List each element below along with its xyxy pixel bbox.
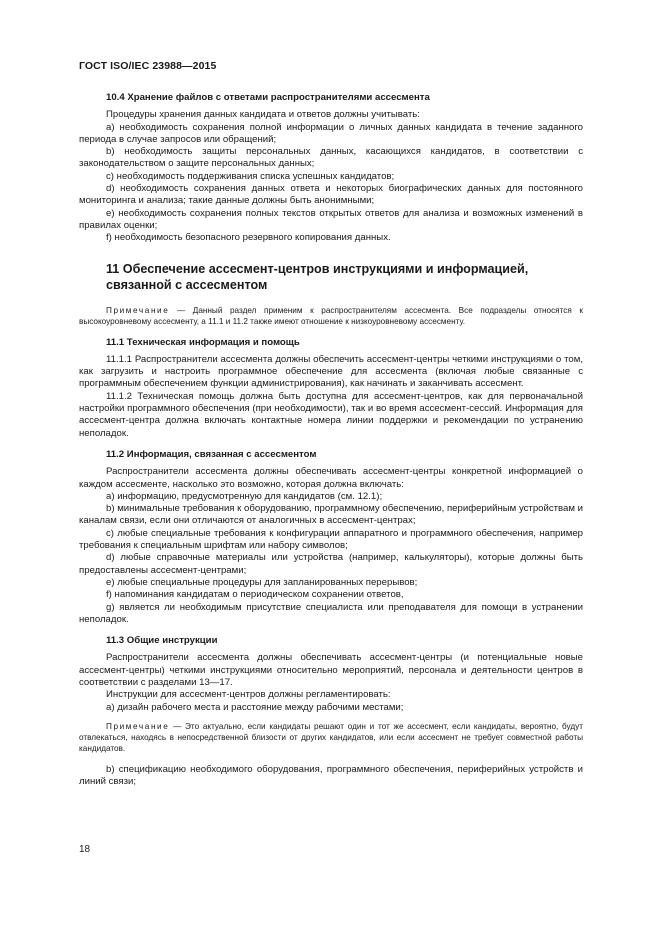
section-11-2-heading: 11.2 Информация, связанная с ассесментом: [106, 448, 317, 460]
list-item: g) является ли необходимым присутствие специалиста или преподавателя для помощи в устранении неполадок.: [79, 601, 583, 625]
note: [79, 305, 583, 327]
list-item: с) необходимость поддерживания списка успешных кандидатов;: [106, 170, 395, 182]
paragraph: Процедуры хранения данных кандидата и ответов должны учитывать:: [106, 109, 420, 121]
list-item: b) спецификацию необходимого оборудования, программного обеспечения, периферийных устройств и линий связи;: [79, 763, 583, 788]
list-item: d) любые справочные материалы или устройства (например, калькуляторы), которые должны быть предоставлены ассесмент-центрами;: [79, 552, 583, 576]
note-label: Примечание: [106, 721, 170, 731]
list-item: а) дизайн рабочего места и расстояние между рабочими местами;: [106, 701, 404, 713]
list-item: b) необходимость защиты персональных данных, касающихся кандидатов, в соответствии с законодательством о защите персональных данных;: [79, 146, 583, 170]
section-11-heading-line-2: связанной с ассесментом: [106, 277, 268, 292]
section-11-1-heading: 11.1 Техническая информация и помощь: [106, 336, 300, 348]
paragraph: 11.1.1 Распространители ассесмента должны обеспечить ассесмент-центры четкими инструкциями о том, как загрузить и настроить программное обеспечение для ассесмента (включая любые связанные с программным обеспечением функции администрирования), как начинать и заканчивать ассесмент.: [79, 353, 583, 390]
list-item: e) любые специальные процедуры для запланированных перерывов;: [106, 576, 418, 588]
section-11-heading: [79, 261, 583, 293]
list-item: f) напоминания кандидатам о периодическом сохранении ответов,: [106, 589, 404, 601]
document-body: [79, 92, 583, 788]
document-header: ГОСТ ISO/IEC 23988—2015: [79, 60, 217, 72]
paragraph: Инструкции для ассесмент-центров должны регламентировать:: [106, 689, 391, 701]
note-text: — Данный раздел применим к распространителям ассесмента. Все подразделы относятся к высокоуровневому ассесменту, а 11.1 и 11.2 также имеют отношение к низкоуровневому ассесменту.: [79, 305, 583, 326]
section-11-3-heading: 11.3 Общие инструкции: [106, 635, 218, 647]
page-number: 18: [79, 844, 91, 855]
list-item: а) необходимость сохранения полной информации о личных данных кандидата в течение заданного периода в случае запросов или обращений;: [79, 121, 583, 145]
section-11-heading-line-1: 11 Обеспечение ассесмент-центров инструкциями и информацией,: [106, 261, 529, 276]
list-item: f) необходимость безопасного резервного копирования данных.: [106, 232, 391, 244]
paragraph: Распространители ассесмента должны обеспечивать ассесмент-центры конкретной информацией о каждом ассесменте, насколько это возможно, которая должна включать:: [79, 466, 583, 490]
list-item: e) необходимость сохранения полных текстов открытых ответов для анализа и возможных изменений в правилах оценки;: [79, 207, 583, 231]
section-10-4-heading: 10.4 Хранение файлов с ответами распространителями ассесмента: [106, 92, 430, 103]
paragraph: 11.1.2 Техническая помощь должна быть доступна для ассесмент-центров, как для первоначальной настройки программного обеспечения (при необходимости), так и во время ассесмент-сессий. Информация для ассесмент-центра должна включать контактные номера линии поддержки и рекомендации по устранению неполадок.: [79, 390, 583, 439]
list-item: b) минимальные требования к оборудованию, программному обеспечению, периферийным устройствам и каналам связи, если они отличаются от аналогичных в ассесмент-центрах;: [79, 503, 583, 527]
list-item: d) необходимость сохранения данных ответа и некоторых биографических данных для постоянного мониторинга и анализа; такие данные должны быть анонимными;: [79, 183, 583, 207]
list-item: с) любые специальные требования к конфигурации аппаратного и программного обеспечения, например требования к специальным шрифтам или набору символов;: [79, 527, 583, 552]
note-text: — Это актуально, если кандидаты решают один и тот же ассесмент, если кандидаты, вероятно, будут отвлекаться, находясь в непосредственной близости от других кандидатов, или если ассесмент не требует совместной работы кандидатов.: [79, 721, 583, 753]
list-item: а) информацию, предусмотренную для кандидатов (см. 12.1);: [106, 490, 383, 502]
note-label: Примечание: [106, 305, 170, 315]
paragraph: Распространители ассесмента должны обеспечивать ассесмент-центры (и потенциальные новые ассесмент-центры) четкими инструкциями относительно мероприятий, персонала и деятельности центров в соответствии с разделами 13—17.: [79, 652, 583, 688]
note: [79, 721, 583, 754]
